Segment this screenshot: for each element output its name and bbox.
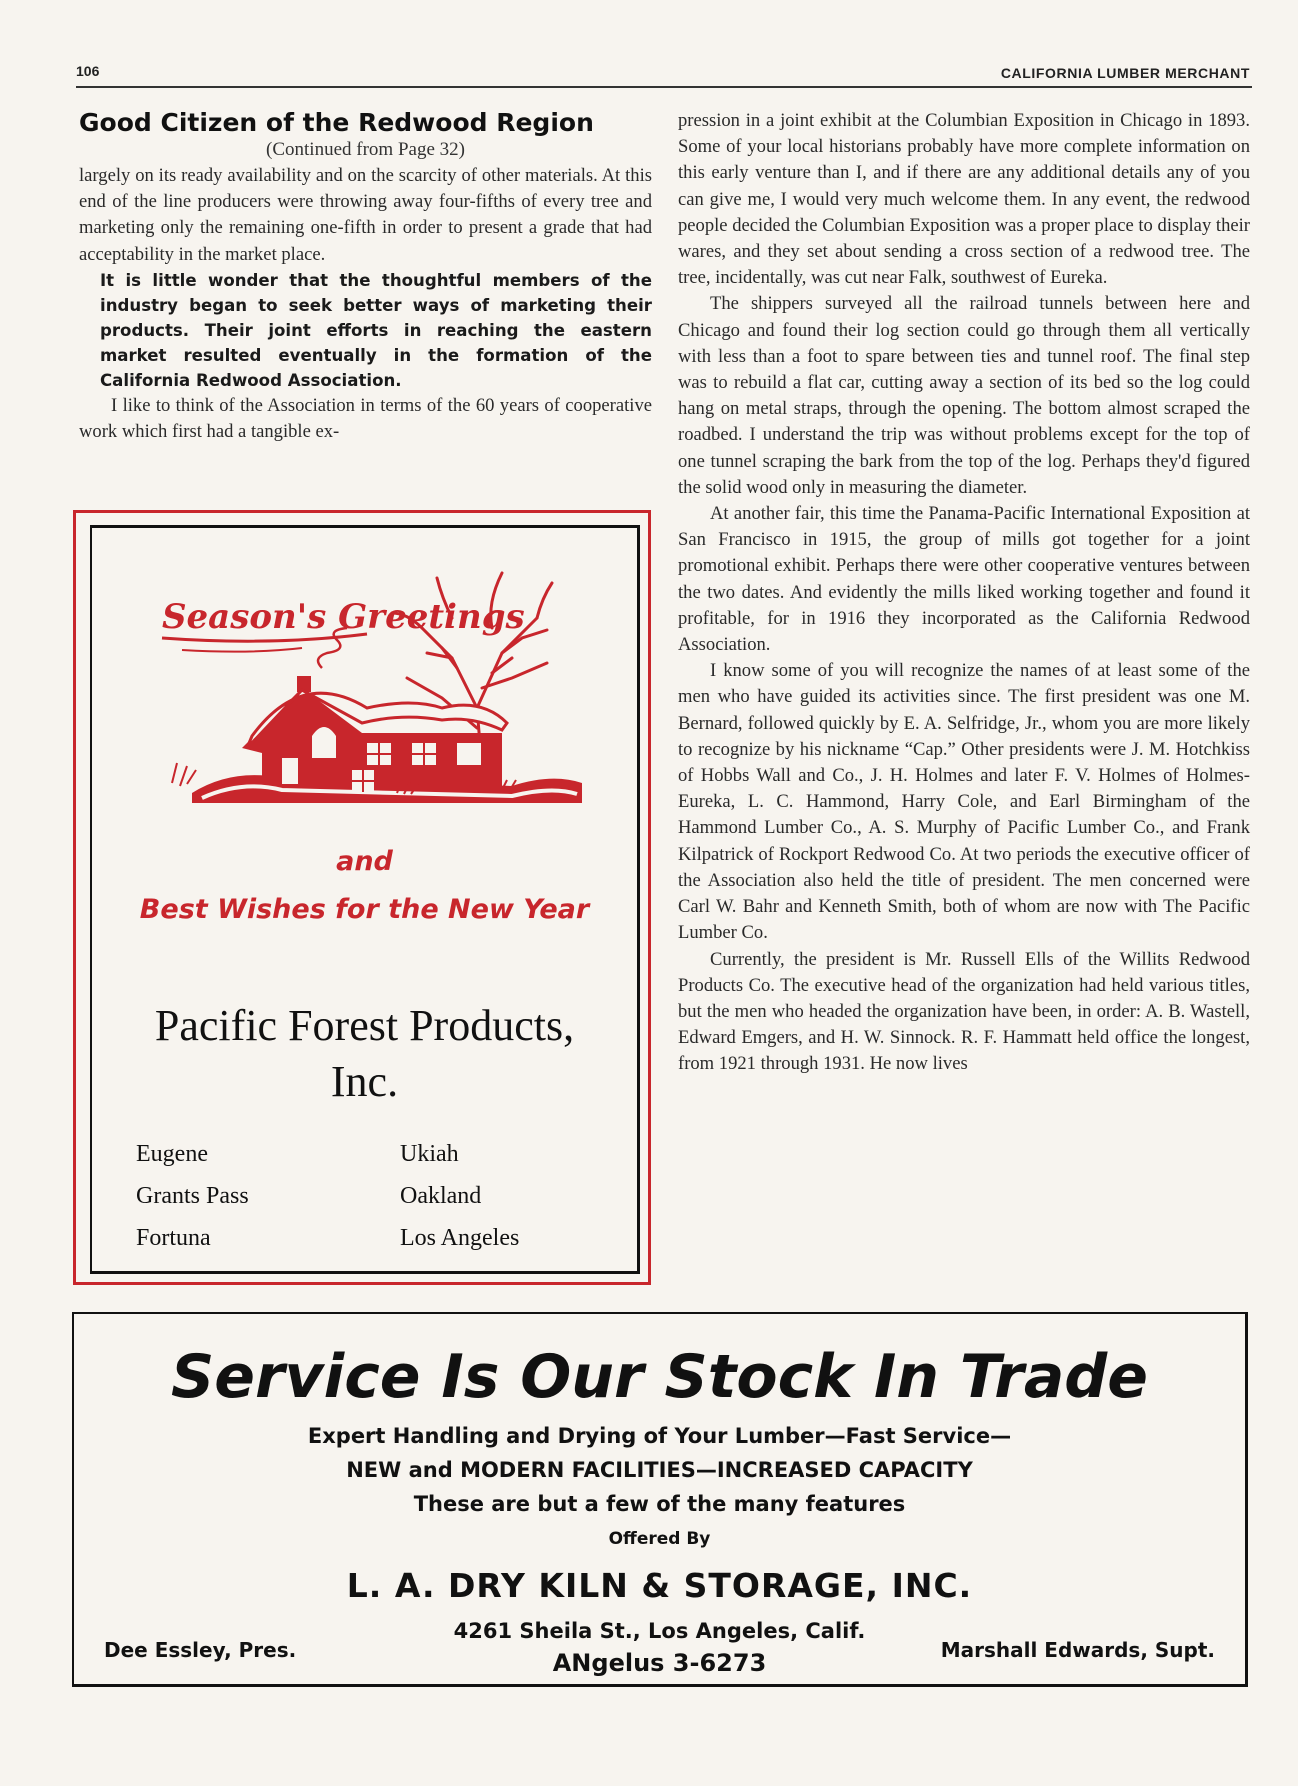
- publication-title: CALIFORNIA LUMBER MERCHANT: [1000, 65, 1250, 81]
- article-paragraph: The shippers surveyed all the railroad tunnels between here and Chicago and found their log section could go through them all vertically with less than a foot to spare between ties and tunnel roof. The final step was to rebuild a flat car, cutting away a section of its bed so the log could hang on metal straps, through the opening. The bottom almost scraped the roadbed. I understand the trip was without problems except for the top of one tunnel scraping the bark from the top of the log. Perhaps they'd figured the solid wood only in measuring the diameter.: [678, 293, 1250, 498]
- greeting-and: and: [336, 846, 393, 877]
- city-item: Fortuna: [136, 1225, 211, 1251]
- greetings-advertisement: [73, 510, 651, 1285]
- ad-company-name: L. A. DRY KILN & STORAGE, INC.: [346, 1566, 973, 1605]
- article-paragraph: largely on its ready availability and on the scarcity of other materials. At this end of the line producers were throwing away four-fifths of every tree and marketing only the remaining one-fifth in order to present a grade that had acceptability in the market place.: [79, 165, 652, 265]
- ad-line-features: These are but a few of the many features: [413, 1492, 906, 1516]
- ad-president: Dee Essley, Pres.: [104, 1638, 297, 1662]
- cities-left-list: [136, 1133, 249, 1259]
- continued-note: (Continued from Page 32): [266, 139, 465, 160]
- greeting-best-wishes: Best Wishes for the New Year: [139, 894, 590, 925]
- article-paragraph: Currently, the president is Mr. Russell Ells of the Willits Redwood Products Co. The executive head of the organization had held various titles, but the men who headed the organization have been, in order: A. B. Wastell, Edward Emgers, and H. W. Sinnock. R. F. Hammatt held office the longest, from 1921 through 1931. He now lives: [678, 948, 1250, 1075]
- header-rule: [76, 86, 1252, 88]
- ad-line-facilities: NEW and MODERN FACILITIES—INCREASED CAPACITY: [346, 1458, 973, 1482]
- greetings-ad-frame: [90, 525, 640, 1274]
- city-item: Oakland: [400, 1183, 482, 1209]
- city-item: Ukiah: [400, 1141, 459, 1167]
- article-paragraph: I know some of you will recognize the names of at least some of the men who have guided its activities since. The first president was one M. Bernard, followed quickly by E. A. Selfridge, Jr., whom you are more likely to recognize by his nickname “Cap.” Other presidents were J. M. Hotchkiss of Hobbs Wall and Co., J. H. Holmes and later F. V. Holmes of Holmes-Eureka, L. C. Hammond, Harry Cole, and Earl Birmingham of the Hammond Lumber Co., A. S. Murphy of Pacific Lumber Co., and Frank Kilpatrick of Rockport Redwood Co. At two periods the executive officer of the Association also held the title of president. The men concerned were Carl W. Bahr and Kenneth Smith, both of whom are now with The Pacific Lumber Co.: [678, 660, 1250, 944]
- dry-kiln-advertisement: [72, 1312, 1248, 1687]
- article-paragraph-bold: It is little wonder that the thoughtful members of the industry began to seek better ways of marketing their products. Their joint efforts in reaching the eastern market resulted eventually in the formation of the California Redwood Association.: [100, 270, 652, 390]
- ad-address: 4261 Sheila St., Los Angeles, Calif.: [453, 1619, 866, 1643]
- city-item: Grants Pass: [136, 1183, 249, 1209]
- article-title: Good Citizen of the Redwood Region: [79, 108, 594, 137]
- article-paragraph: At another fair, this time the Panama-Pacific International Exposition at San Francisco in 1915, the group of mills got together for a joint promotional exhibit. Perhaps there were other cooperative ventures between the two dates. And evidently the mills liked working together and found it profitable, for in 1916 they incorporated as the California Redwood Association.: [678, 503, 1250, 656]
- ad-line-offered-by: Offered By: [608, 1529, 711, 1549]
- page-number: 106: [76, 63, 100, 79]
- city-item: Los Angeles: [400, 1225, 520, 1251]
- article-paragraph: I like to think of the Association in terms of the 60 years of cooperative work which first had a tangible ex-: [79, 394, 652, 443]
- seasons-greetings-script: Season's Greetings: [162, 597, 525, 637]
- article-paragraph: pression in a joint exhibit at the Columbian Exposition in Chicago in 1893. Some of your local historians probably have more complete information on this early venture than I, and if there are any additional details any of you can give me, I would very much welcome them. In any event, the redwood people decided the Columbian Exposition was a proper place to display their wares, and they set about sending a cross section of a redwood tree. The tree, incidentally, was cut near Falk, southwest of Eureka.: [678, 110, 1250, 289]
- company-name-line2: Inc.: [330, 1057, 399, 1106]
- company-name: [92, 998, 637, 1110]
- ad-phone: ANgelus 3-6273: [552, 1649, 767, 1677]
- winter-cottage-illustration: [152, 558, 602, 818]
- ad-line-services: Expert Handling and Drying of Your Lumber—Fast Service—: [307, 1424, 1012, 1448]
- ad-headline: Service Is Our Stock In Trade: [171, 1342, 1148, 1412]
- city-item: Eugene: [136, 1141, 208, 1167]
- ad-superintendent: Marshall Edwards, Supt.: [940, 1638, 1215, 1662]
- article-right-column: [678, 108, 1250, 1078]
- company-name-line1: Pacific Forest Products,: [154, 1001, 575, 1050]
- article-left-column: [79, 108, 652, 445]
- cities-right-list: [400, 1133, 519, 1259]
